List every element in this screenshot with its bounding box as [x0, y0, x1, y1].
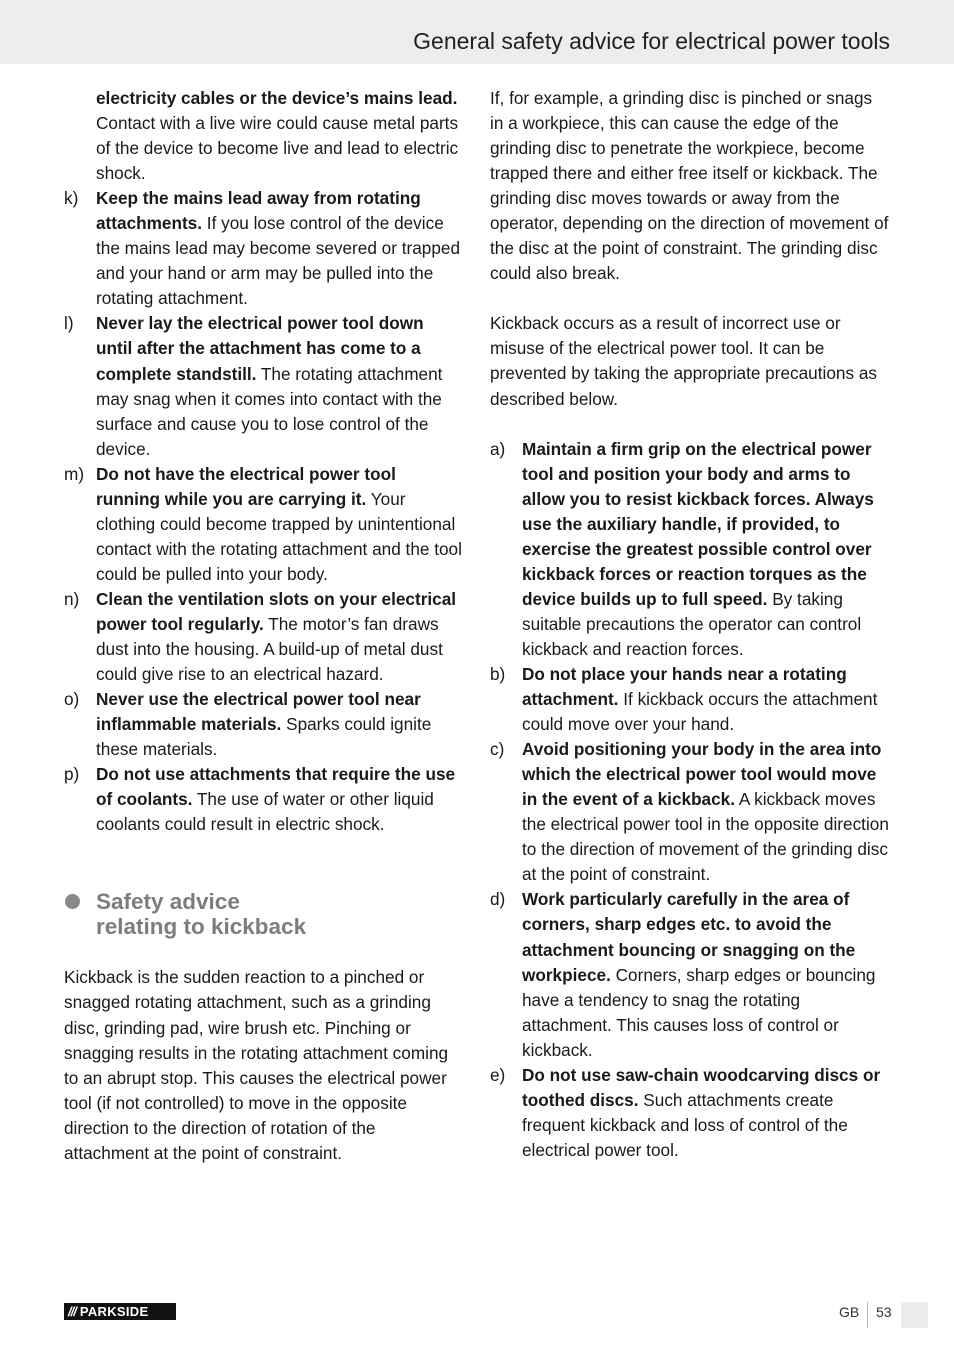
kickback-paragraph: Kickback is the sudden reaction to a pinched or snagged rotating attachment, such as a grinding disc, grinding pad, wire brush etc. Pinching or snagging results in the rotating attachment coming to an abrupt stop. This causes the electrical power tool (if not controlled) to move in the opposite direction to the direction of rotation of the attachment at the point of constraint.	[64, 967, 449, 1163]
kickback-item-a	[490, 437, 890, 662]
page-number: 53	[876, 1304, 892, 1320]
safety-item-l	[64, 311, 464, 461]
item-label: c)	[490, 739, 505, 760]
left-column	[64, 86, 464, 1166]
item-text: Such attachments create frequent kickback and loss of control of the electrical power tool.	[522, 1089, 848, 1160]
item-label: a)	[490, 438, 506, 459]
kickback-item-c	[490, 737, 890, 887]
footer-tab	[901, 1302, 928, 1328]
logo-text: PARKSIDE	[79, 1304, 149, 1319]
item-text: Corners, sharp edges or bouncing have a tendency to snag the rotating attachment. This causes loss of control or kickback.	[522, 964, 876, 1060]
paragraph-kickback-prevention: Kickback occurs as a result of incorrect use or misuse of the electrical power tool. It can be prevented by taking the appropriate precautions as described below.	[490, 313, 877, 409]
item-text: A kickback moves the electrical power tool in the opposite direction to the direction of movement of the grinding disc at the point of constraint.	[522, 789, 889, 885]
item-text: The use of water or other liquid coolants could result in electric shock.	[96, 789, 434, 835]
item-label: k)	[64, 188, 79, 209]
item-label: b)	[490, 663, 506, 684]
intro-bold: electricity cables or the device’s mains lead.	[96, 88, 458, 108]
intro-text: Contact with a live wire could cause metal parts of the device to become live and lead to electric shock.	[96, 113, 459, 184]
kickback-item-d	[490, 887, 890, 1062]
item-bold: Never lay the electrical power tool down until after the attachment has come to a complete standstill.	[96, 313, 424, 384]
right-column	[490, 86, 890, 1163]
header-band	[0, 0, 954, 64]
item-bold: Avoid positioning your body in the area into which the electrical power tool would move in the event of a kickback.	[522, 739, 882, 810]
footer-divider	[867, 1302, 868, 1328]
paragraph-grinding-disc: If, for example, a grinding disc is pinched or snags in a workpiece, this can cause the edge of the grinding disc to penetrate the workpiece, become trapped there and either free itself or kickback. The grinding disc moves towards or away from the operator, depending on the direction of movement of the disc at the point of constraint. The grinding disc could also break.	[490, 88, 889, 284]
item-text: The rotating attachment may snag when it comes into contact with the surface and cause you to lose control of the device.	[96, 363, 443, 459]
item-bold: Do not use attachments that require the use of coolants.	[96, 764, 456, 810]
item-label: n)	[64, 588, 80, 609]
logo-slashes: ///	[68, 1304, 76, 1319]
kickback-item-e	[490, 1063, 890, 1163]
item-bold: Maintain a firm grip on the electrical power tool and position your body and arms to allow you to resist kickback forces. Always use the auxiliary handle, if provided, to exercise the greatest possible control over kickback forces or reaction torques as the device builds up to full speed.	[522, 438, 874, 609]
safety-item-k	[64, 186, 464, 311]
safety-item-p	[64, 762, 464, 837]
item-bold: Clean the ventilation slots on your electrical power tool regularly.	[96, 588, 457, 634]
bullet-circle-icon	[65, 894, 80, 909]
item-bold: Keep the mains lead away from rotating attachments.	[96, 188, 421, 234]
item-bold: Never use the electrical power tool near inflammable materials.	[96, 689, 421, 735]
item-bold: Do not place your hands near a rotating attachment.	[522, 663, 847, 710]
safety-item-m	[64, 462, 464, 587]
item-text: The motor’s fan draws dust into the housing. A build-up of metal dust could give rise to an electrical hazard.	[96, 613, 443, 685]
language-code: GB	[839, 1304, 860, 1320]
section-heading-line2: relating to kickback	[96, 914, 307, 940]
item-label: o)	[64, 689, 80, 710]
item-bold: Do not use saw-chain woodcarving discs or toothed discs.	[522, 1064, 881, 1110]
item-label: m)	[64, 463, 85, 484]
parkside-logo	[64, 1303, 176, 1320]
kickback-item-b	[490, 662, 890, 737]
section-heading	[64, 889, 464, 939]
safety-item-o	[64, 687, 464, 762]
item-label: p)	[64, 764, 80, 785]
item-text: Sparks could ignite these materials.	[96, 714, 432, 760]
item-label: l)	[64, 313, 74, 334]
page-title: General safety advice for electrical power tools	[413, 28, 890, 54]
item-bold: Do not have the electrical power tool running while you are carrying it.	[96, 463, 396, 509]
item-text: If you lose control of the device the mains lead may become severed or trapped and your hand or arm may be pulled into the rotating attachment.	[96, 213, 461, 309]
item-text: If kickback occurs the attachment could move over your hand.	[522, 689, 878, 735]
item-label: d)	[490, 889, 506, 910]
intro-paragraph	[64, 86, 464, 186]
item-label: e)	[490, 1064, 506, 1085]
section-heading-line1: Safety advice	[96, 889, 240, 915]
item-text: By taking suitable precautions the operator can control kickback and reaction forces.	[522, 588, 862, 659]
item-bold: Work particularly carefully in the area of corners, sharp edges etc. to avoid the attachment bouncing or snagging on the workpiece.	[522, 889, 856, 985]
safety-item-n	[64, 587, 464, 687]
item-text: Your clothing could become trapped by unintentional contact with the rotating attachment and the tool could be pulled into your body.	[96, 488, 462, 584]
